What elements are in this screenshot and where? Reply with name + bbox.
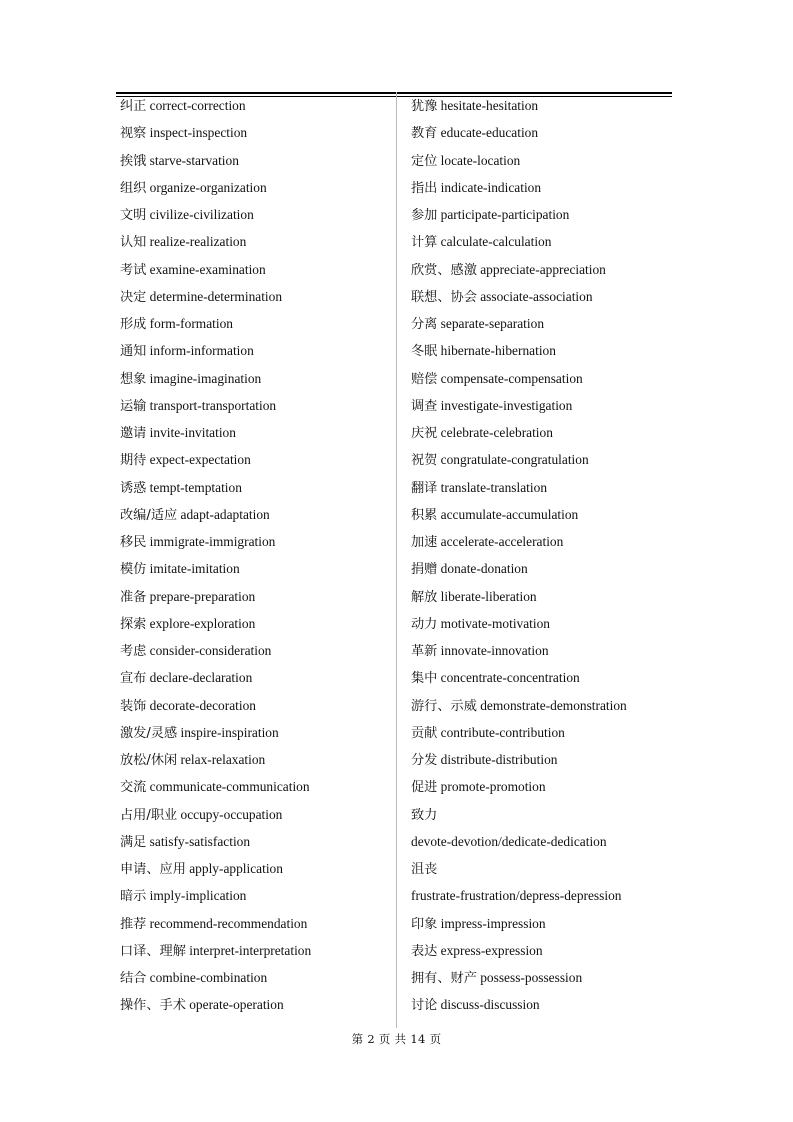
- word-entry: [411, 474, 673, 501]
- chinese-meaning: 积累: [411, 507, 438, 523]
- chinese-meaning: 游行、示威: [411, 698, 477, 714]
- word-entry: [120, 528, 392, 555]
- english-word-pair: consider-consideration: [149, 643, 272, 658]
- word-entry: [411, 664, 673, 691]
- english-word-pair: decorate-decoration: [149, 697, 256, 713]
- english-word-pair: inspect-inspection: [149, 125, 248, 141]
- english-word-pair: examine-examination: [149, 261, 266, 277]
- chinese-meaning: 口译、理解: [120, 943, 186, 959]
- english-word-pair: liberate-liberation: [440, 588, 537, 604]
- chinese-meaning: 交流: [120, 780, 147, 796]
- chinese-meaning: 运输: [120, 398, 147, 414]
- english-word-pair: calculate-calculation: [440, 234, 552, 250]
- chinese-meaning: 申请、应用: [120, 862, 186, 877]
- english-word-pair: recommend-recommendation: [149, 915, 308, 931]
- chinese-meaning: 赔偿: [411, 371, 438, 387]
- chinese-meaning: 拥有、财产: [411, 971, 477, 986]
- english-word-pair: imagine-imagination: [149, 370, 262, 386]
- english-word-pair: explore-exploration: [149, 615, 256, 631]
- word-entry: [411, 773, 673, 800]
- word-entry: [411, 201, 673, 228]
- word-entry: [411, 910, 673, 937]
- word-entry: [120, 882, 392, 909]
- english-word-pair: express-expression: [440, 942, 543, 958]
- chinese-meaning: 教育: [411, 126, 438, 142]
- chinese-meaning: 组织: [120, 180, 147, 196]
- word-entry: [120, 392, 392, 419]
- word-entry: [411, 92, 673, 119]
- chinese-meaning: 印象: [411, 916, 438, 932]
- english-word-pair: compensate-compensation: [440, 370, 583, 386]
- chinese-meaning: 决定: [120, 289, 147, 305]
- chinese-meaning: 准备: [120, 589, 147, 605]
- word-entry: [411, 801, 673, 828]
- english-word-pair: possess-possession: [480, 970, 583, 985]
- chinese-meaning: 认知: [120, 235, 147, 251]
- word-entry: [120, 773, 392, 800]
- english-word-pair: expect-expectation: [149, 452, 251, 468]
- chinese-meaning: 期待: [120, 453, 147, 469]
- english-word-pair: combine-combination: [149, 970, 268, 985]
- english-word-pair: investigate-investigation: [440, 397, 573, 413]
- word-entry: [120, 991, 392, 1018]
- chinese-meaning: 文明: [120, 208, 147, 223]
- word-entry: [120, 310, 392, 337]
- right-word-column: [411, 92, 673, 1019]
- column-divider: [396, 92, 397, 1028]
- english-word-pair: motivate-motivation: [440, 615, 551, 631]
- chinese-meaning: 激发/灵感: [120, 725, 178, 741]
- chinese-meaning: 想象: [120, 371, 147, 387]
- word-entry: [411, 119, 673, 146]
- chinese-meaning: 挨饿: [120, 153, 147, 169]
- english-word-pair: operate-operation: [189, 997, 284, 1013]
- english-word-pair: impress-impression: [440, 915, 546, 931]
- english-word-pair: hesitate-hesitation: [440, 98, 539, 113]
- chinese-meaning: 联想、协会: [411, 289, 477, 305]
- chinese-meaning: 装饰: [120, 698, 147, 714]
- word-entry: [120, 964, 392, 991]
- chinese-meaning: 祝贺: [411, 453, 438, 469]
- chinese-meaning: 探索: [120, 616, 147, 632]
- chinese-meaning: 改编/适应: [120, 507, 178, 523]
- english-word-pair: accelerate-acceleration: [440, 534, 564, 549]
- chinese-meaning: 加速: [411, 535, 438, 550]
- chinese-meaning: 冬眠: [411, 344, 438, 360]
- word-entry: [120, 801, 392, 828]
- english-word-pair: civilize-civilization: [149, 207, 254, 222]
- word-entry: [411, 419, 673, 446]
- english-word-pair: imitate-imitation: [149, 561, 240, 577]
- word-entry: [120, 337, 392, 364]
- chinese-meaning: 推荐: [120, 916, 147, 932]
- word-entry: [120, 664, 392, 691]
- word-entry: [120, 637, 392, 664]
- word-entry: [411, 337, 673, 364]
- word-entry: [120, 555, 392, 582]
- word-entry: [120, 692, 392, 719]
- english-word-pair: imply-implication: [149, 888, 247, 904]
- word-entry: [411, 392, 673, 419]
- english-word-pair: appreciate-appreciation: [480, 261, 606, 277]
- word-entry: [411, 991, 673, 1018]
- chinese-meaning: 庆祝: [411, 426, 438, 441]
- word-entry: [120, 419, 392, 446]
- english-word-pair: discuss-discussion: [440, 997, 540, 1013]
- word-entry: [411, 174, 673, 201]
- chinese-meaning: 宣布: [120, 671, 147, 687]
- word-entry: [411, 610, 673, 637]
- english-word-pair: demonstrate-demonstration: [480, 697, 627, 713]
- english-word-pair: indicate-indication: [440, 179, 542, 195]
- word-entry: [120, 746, 392, 773]
- word-entry: [120, 855, 392, 882]
- english-word-pair: tempt-temptation: [149, 479, 242, 495]
- chinese-meaning: 纠正: [120, 99, 147, 114]
- english-word-pair: congratulate-congratulation: [440, 452, 589, 468]
- word-entry: [411, 937, 673, 964]
- chinese-meaning: 邀请: [120, 426, 147, 441]
- chinese-meaning: 致力: [411, 807, 438, 823]
- english-word-pair: starve-starvation: [149, 152, 239, 168]
- english-word-pair: realize-realization: [149, 234, 247, 250]
- english-word-pair: invite-invitation: [149, 425, 236, 440]
- word-entry: [411, 147, 673, 174]
- english-word-pair: hibernate-hibernation: [440, 343, 556, 359]
- english-word-pair: celebrate-celebration: [440, 425, 553, 440]
- english-word-pair: occupy-occupation: [180, 806, 283, 822]
- english-word-pair: transport-transportation: [149, 397, 277, 413]
- english-word-pair: correct-correction: [149, 98, 246, 113]
- english-word-pair: prepare-preparation: [149, 588, 256, 604]
- chinese-meaning: 讨论: [411, 998, 438, 1014]
- english-word-pair: devote-devotion/dedicate-dedication: [411, 833, 607, 849]
- word-entry: [411, 446, 673, 473]
- chinese-meaning: 捐赠: [411, 562, 438, 578]
- english-word-pair: satisfy-satisfaction: [149, 833, 251, 849]
- english-word-pair: donate-donation: [440, 561, 528, 577]
- word-entry: [120, 92, 392, 119]
- chinese-meaning: 促进: [411, 780, 438, 796]
- word-entry: [411, 256, 673, 283]
- word-entry: [411, 583, 673, 610]
- word-entry: [120, 147, 392, 174]
- word-entry: [411, 228, 673, 255]
- chinese-meaning: 贡献: [411, 725, 438, 741]
- word-entry: [120, 910, 392, 937]
- english-word-pair: relax-relaxation: [180, 752, 266, 767]
- english-word-pair: apply-application: [189, 861, 283, 876]
- word-entry: [411, 637, 673, 664]
- chinese-meaning: 操作、手术: [120, 998, 186, 1014]
- word-entry: [120, 719, 392, 746]
- chinese-meaning: 满足: [120, 834, 147, 850]
- chinese-meaning: 视察: [120, 126, 147, 142]
- english-word-pair: participate-participation: [440, 207, 570, 222]
- chinese-meaning: 集中: [411, 671, 438, 687]
- word-entry: [120, 474, 392, 501]
- word-entry: [120, 119, 392, 146]
- chinese-meaning: 放松/休闲: [120, 753, 178, 768]
- word-entry: [120, 256, 392, 283]
- english-word-pair: separate-separation: [440, 316, 545, 331]
- word-entry: [411, 283, 673, 310]
- word-entry: [120, 446, 392, 473]
- english-word-pair: innovate-innovation: [440, 643, 549, 658]
- word-entry: [411, 528, 673, 555]
- chinese-meaning: 参加: [411, 208, 438, 223]
- word-entry: [411, 882, 673, 909]
- word-entry: [120, 201, 392, 228]
- english-word-pair: inspire-inspiration: [180, 724, 279, 740]
- chinese-meaning: 翻译: [411, 480, 438, 496]
- chinese-meaning: 形成: [120, 317, 147, 332]
- english-word-pair: contribute-contribution: [440, 724, 565, 740]
- word-entry: [120, 610, 392, 637]
- english-word-pair: communicate-communication: [149, 779, 310, 795]
- chinese-meaning: 调查: [411, 398, 438, 414]
- chinese-meaning: 欣赏、感激: [411, 262, 477, 278]
- english-word-pair: accumulate-accumulation: [440, 506, 579, 522]
- word-entry: [120, 937, 392, 964]
- english-word-pair: determine-determination: [149, 288, 283, 304]
- word-entry: [120, 228, 392, 255]
- chinese-meaning: 诱惑: [120, 480, 147, 496]
- chinese-meaning: 考试: [120, 262, 147, 278]
- word-entry: [120, 583, 392, 610]
- english-word-pair: educate-education: [440, 125, 539, 141]
- english-word-pair: distribute-distribution: [440, 752, 558, 767]
- chinese-meaning: 结合: [120, 971, 147, 986]
- chinese-meaning: 犹豫: [411, 99, 438, 114]
- chinese-meaning: 通知: [120, 344, 147, 360]
- english-word-pair: adapt-adaptation: [180, 506, 270, 522]
- chinese-meaning: 解放: [411, 589, 438, 605]
- english-word-pair: inform-information: [149, 343, 254, 359]
- word-entry: [411, 828, 673, 855]
- chinese-meaning: 模仿: [120, 562, 147, 578]
- chinese-meaning: 指出: [411, 180, 438, 196]
- word-entry: [411, 964, 673, 991]
- english-word-pair: concentrate-concentration: [440, 670, 580, 686]
- left-word-column: [120, 92, 392, 1019]
- chinese-meaning: 暗示: [120, 889, 147, 905]
- chinese-meaning: 分离: [411, 317, 438, 332]
- chinese-meaning: 革新: [411, 644, 438, 659]
- chinese-meaning: 占用/职业: [120, 807, 178, 823]
- english-word-pair: declare-declaration: [149, 670, 253, 686]
- chinese-meaning: 定位: [411, 153, 438, 169]
- word-entry: [411, 555, 673, 582]
- english-word-pair: organize-organization: [149, 179, 267, 195]
- english-word-pair: form-formation: [149, 316, 233, 331]
- word-entry: [411, 501, 673, 528]
- chinese-meaning: 沮丧: [411, 862, 438, 877]
- word-entry: [120, 828, 392, 855]
- english-word-pair: frustrate-frustration/depress-depression: [411, 888, 622, 904]
- word-entry: [411, 365, 673, 392]
- chinese-meaning: 表达: [411, 943, 438, 959]
- word-entry: [120, 365, 392, 392]
- word-entry: [411, 746, 673, 773]
- word-entry: [411, 310, 673, 337]
- english-word-pair: associate-association: [480, 288, 593, 304]
- english-word-pair: translate-translation: [440, 479, 548, 495]
- chinese-meaning: 分发: [411, 753, 438, 768]
- word-entry: [411, 719, 673, 746]
- page-footer: 第 2 页 共 14 页: [351, 1032, 442, 1046]
- english-word-pair: locate-location: [440, 152, 521, 168]
- chinese-meaning: 移民: [120, 535, 147, 550]
- english-word-pair: promote-promotion: [440, 779, 546, 795]
- english-word-pair: interpret-interpretation: [189, 942, 312, 958]
- word-entry: [411, 692, 673, 719]
- chinese-meaning: 计算: [411, 235, 438, 251]
- word-entry: [120, 174, 392, 201]
- chinese-meaning: 考虑: [120, 644, 147, 659]
- word-entry: [411, 855, 673, 882]
- english-word-pair: immigrate-immigration: [149, 534, 276, 549]
- word-entry: [120, 501, 392, 528]
- word-entry: [120, 283, 392, 310]
- chinese-meaning: 动力: [411, 616, 438, 632]
